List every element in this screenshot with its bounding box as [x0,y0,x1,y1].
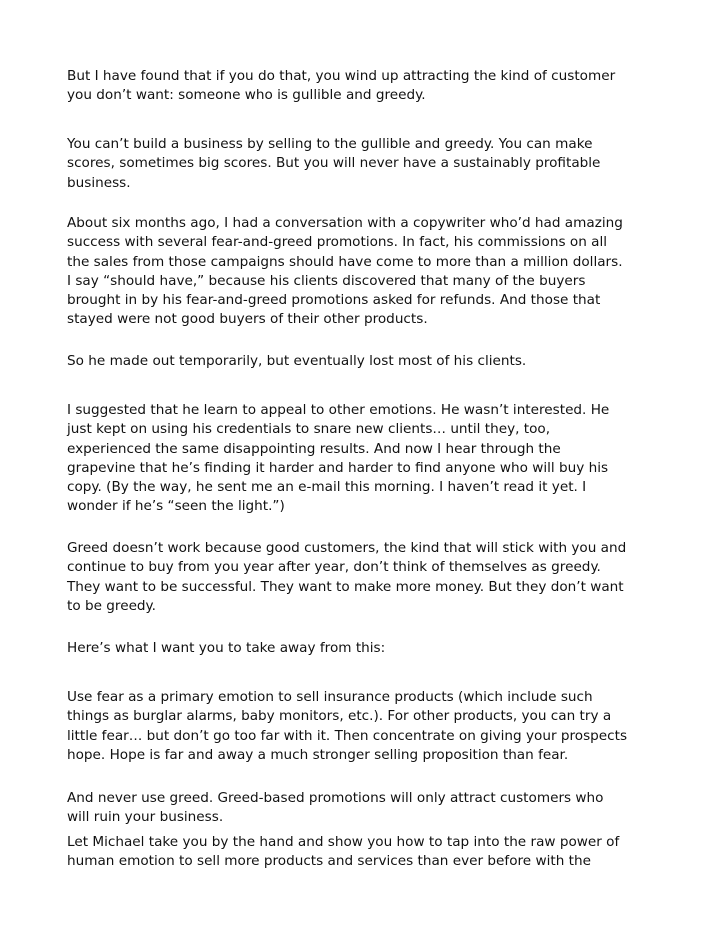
paragraph-other-emotions: I suggested that he learn to appeal to other emotions. He wasn’t interested. He just kept on using his credentials to snare new clients… until they, too, experienced the same disappointing results. And now I hear through the grapevine that he’s finding it harder and harder to find anyone who will buy his copy. (By the way, he sent me an e-mail this morning. I haven’t read it yet. I wonder if he’s “seen the light.”) [67,402,610,515]
paragraph-lost-clients: So he made out temporarily, but eventually lost most of his clients. [67,353,527,369]
paragraph-never-greed: And never use greed. Greed-based promotions will only attract customers who will ruin your business. [67,790,604,826]
paragraph-use-fear: Use fear as a primary emotion to sell insurance products (which include such things as burglar alarms, baby monitors, etc.). For other products, you can try a little fear… but don’t go too far with it. Then concentrate on giving your prospects hope. Hope is far and away a much stronger selling proposition than fear. [67,689,628,763]
paragraph-let-michael: Let Michael take you by the hand and show you how to tap into the raw power of human emotion to sell more products and services than ever before with the [67,834,620,870]
paragraph-greed-doesnt-work: Greed doesn’t work because good customers, the kind that will stick with you and continue to buy from you year after year, don’t think of themselves as greedy. They want to be successful. They want to make more money. But they don’t want to be greedy. [67,540,627,614]
paragraph-takeaway-intro: Here’s what I want you to take away from this: [67,640,386,656]
paragraph-copywriter-story: About six months ago, I had a conversation with a copywriter who’d had amazing success with several fear-and-greed promotions. In fact, his commissions on all the sales from those campaigns should have come to more than a million dollars. I say “should have,” because his clients discovered that many of the buyers brought in by his fear-and-greed promotions asked for refunds. And those that stayed were not good buyers of their other products. [67,215,623,328]
paragraph-gullible-greedy: You can’t build a business by selling to the gullible and greedy. You can make scores, sometimes big scores. But you will never have a sustainably profitable business. [67,136,601,191]
paragraph-attracting-customers: But I have found that if you do that, you wind up attracting the kind of customer you don’t want: someone who is gullible and greedy. [67,68,616,104]
